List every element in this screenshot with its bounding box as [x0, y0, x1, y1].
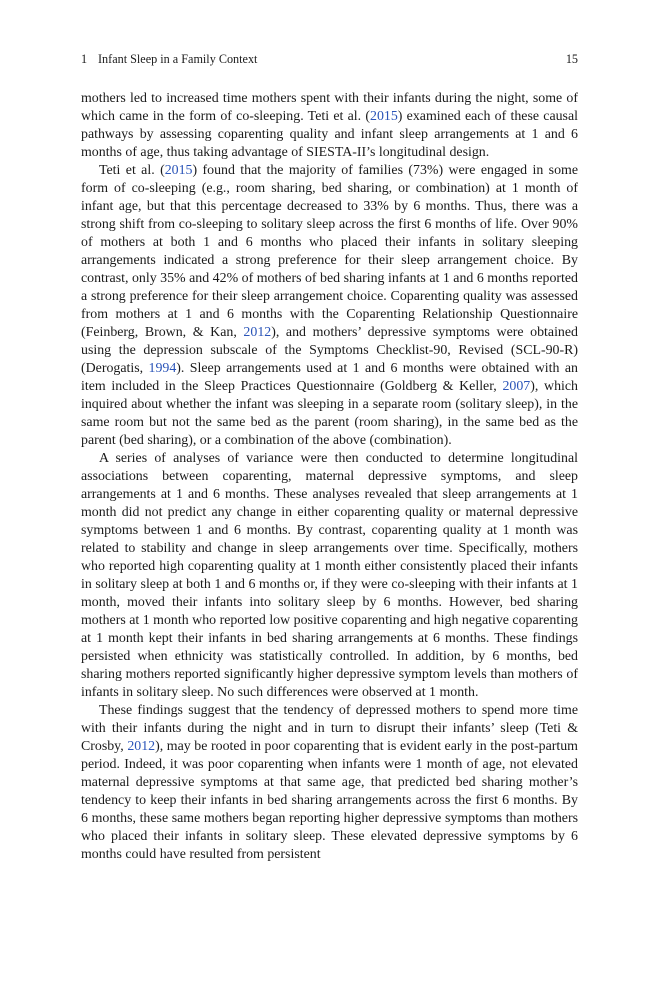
paragraph-text: ), and mothers’ depressive symptoms were obtained using the depression subscale of the Symptoms Checklist-90, Revised (SCL-90-R) (Derogatis,: [81, 325, 578, 376]
paragraph-text: ) found that the majority of families (73%) were engaged in some form of co-sleeping (e.g., room sharing, bed sharing, or combination) at 1 month of infant age, but that this percentage decreased to 33% by 6 months. Thus, there was a strong shift from co-sleeping to solitary sleep across the first 6 months of life. Over 90% of mothers at both 1 and 6 months who placed their infants in solitary sleeping arrangements indicated a strong preference for their sleep arrangement choice. By contrast, only 35% and 42% of mothers of bed sharing infants at 1 and 6 months reported a strong preference for their sleep arrangement choice. Coparenting quality was assessed from mothers at 1 and 6 months with the Coparenting Relationship Questionnaire (Feinberg, Brown, & Kan,: [81, 163, 579, 340]
paragraph-text: mothers led to increased time mothers spent with their infants during the night, some of which came in the form of co-sleeping. Teti et al. (: [81, 91, 578, 124]
citation-link[interactable]: 2015: [164, 163, 193, 178]
paragraph-text: ), may be rooted in poor coparenting that is evident early in the post-partum period. Indeed, it was poor coparenting when infants were 1 month of age, not elevated maternal depressive symptoms at that same age, that predicted bed sharing mother’s tendency to keep their infants in bed sharing arrangements across the first 6 months. By 6 months, these same mothers began reporting higher depressive symptoms than mothers who placed their infants in solitary sleep. These elevated depressive symptoms by 6 months could have resulted from persistent: [81, 739, 578, 862]
chapter-number: 1: [81, 52, 88, 66]
paragraph-text: ). Sleep arrangements used at 1 and 6 months were obtained with an item included in the Sleep Practices Questionnaire (Goldberg & Keller,: [81, 361, 578, 394]
citation-link[interactable]: 1994: [148, 361, 177, 376]
citation-link[interactable]: 2012: [127, 739, 156, 754]
paragraph: [81, 90, 578, 162]
paragraph-text: Teti et al. (: [99, 163, 165, 178]
paragraph: [81, 450, 578, 702]
page-number: 15: [565, 52, 578, 66]
running-header: [81, 51, 578, 67]
citation-link[interactable]: 2007: [502, 379, 531, 394]
citation-link[interactable]: 2012: [243, 325, 272, 340]
paragraph-text: These findings suggest that the tendency of depressed mothers to spend more time with their infants during the night and in turn to disrupt their infants’ sleep (Teti & Crosby,: [81, 703, 578, 754]
chapter-title: Infant Sleep in a Family Context: [98, 52, 258, 66]
paragraph-text: A series of analyses of variance were then conducted to determine longitudinal associations between coparenting, maternal depressive symptoms, and sleep arrangements at 1 and 6 months. These analyses revealed that sleep arrangements at 1 month did not predict any change in either coparenting quality or maternal depressive symptoms between 1 and 6 months. By contrast, coparenting quality at 1 month was related to stability and change in sleep arrangements over time. Specifically, mothers who reported high coparenting quality at 1 month either consistently placed their infants in solitary sleep at both 1 and 6 months or, if they were co-sleeping with their infants at 1 month, moved their infants into solitary sleep by 6 months. However, bed sharing mothers at 1 month who reported low positive coparenting and high negative coparenting at 1 month kept their infants in bed sharing arrangements at 6 months. These findings persisted when ethnicity was statistically controlled. In addition, by 6 months, bed sharing mothers reported significantly higher depressive symptom levels than mothers of infants in solitary sleep. No such differences were observed at 1 month.: [81, 451, 578, 700]
body-text: [81, 90, 578, 864]
paragraph: [81, 702, 578, 864]
paragraph-text: ), which inquired about whether the infant was sleeping in a separate room (solitary sleep), in the same room but not the same bed as the parent (room sharing), in the same bed as the parent (bed sharing), or a combination of the above (combination).: [81, 379, 578, 448]
paragraph: [81, 162, 578, 450]
citation-link[interactable]: 2015: [370, 109, 398, 124]
chapter-heading: [81, 51, 257, 67]
paragraph-text: ) examined each of these causal pathways by assessing coparenting quality and infant sleep arrangements at 1 and 6 months of age, thus taking advantage of SIESTA-II’s longitudinal design.: [81, 109, 578, 160]
